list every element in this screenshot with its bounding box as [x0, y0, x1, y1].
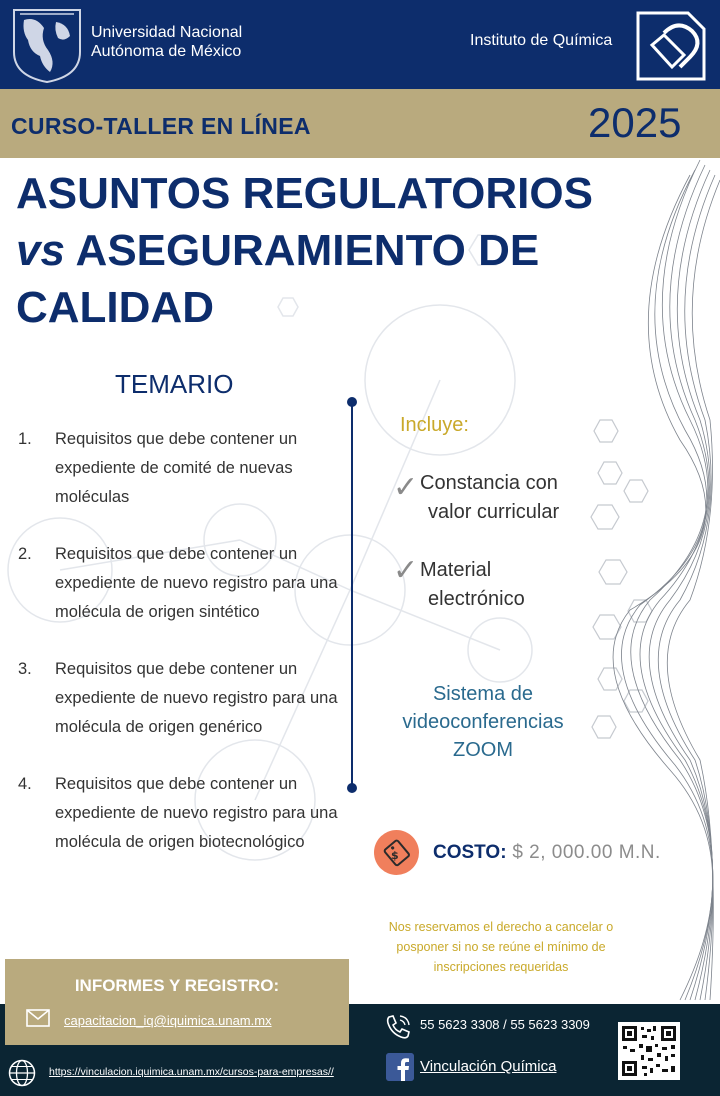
include-item-zoom — [390, 680, 576, 764]
title-line2 — [16, 222, 636, 279]
temario-heading: TEMARIO — [115, 369, 234, 399]
mail-icon — [26, 1009, 50, 1027]
title-vs: vs — [16, 226, 65, 275]
include-item-certificate-line2: valor curricular — [428, 501, 560, 523]
contact-heading: INFORMES Y REGISTRO: — [74, 976, 280, 995]
qr-code[interactable] — [618, 1022, 680, 1080]
course-type-label: CURSO-TALLER EN LÍNEA — [11, 113, 311, 139]
title-line2-rest: ASEGURAMIENTO DE — [64, 226, 540, 275]
title-line1: ASUNTOS REGULATORIOS — [16, 169, 593, 218]
disclaimer-line1: Nos reservamos el derecho a cancelar o — [388, 920, 614, 934]
cancellation-disclaimer — [370, 917, 632, 977]
temario-item-number: 3. — [18, 660, 32, 678]
include-item-zoom-line3: ZOOM — [453, 739, 513, 761]
cost-label: COSTO: — [433, 842, 507, 863]
contact-phones: 55 5623 3308 / 55 5623 3309 — [420, 1017, 590, 1032]
check-icon: ✓ — [393, 470, 419, 505]
include-item-material-line2: electrónico — [428, 588, 525, 610]
facebook-icon — [386, 1053, 414, 1081]
temario-item-number: 2. — [18, 545, 32, 563]
temario-item-text: Requisitos que debe contener un expediente de nuevo registro para una molécula de origen biotecnológico — [55, 775, 338, 851]
university-name-line2: Autónoma de México — [91, 43, 242, 60]
temario-item-text: Requisitos que debe contener un expediente de comité de nuevas moléculas — [55, 430, 298, 506]
title-line3: CALIDAD — [16, 283, 214, 332]
temario-item-number: 1. — [18, 430, 32, 448]
disclaimer-line3: inscripciones requeridas — [433, 960, 569, 974]
temario-item-number: 4. — [18, 775, 32, 793]
website-link[interactable]: https://vinculacion.iquimica.unam.mx/cursos-para-empresas// — [49, 1066, 334, 1078]
header-bar — [0, 0, 720, 89]
include-item-material — [420, 556, 525, 614]
facebook-link[interactable]: Vinculación Química — [420, 1058, 557, 1075]
check-icon: ✓ — [393, 553, 419, 588]
svg-text:$: $ — [391, 849, 399, 862]
vertical-divider — [351, 401, 353, 788]
include-item-zoom-line2: videoconferencias — [402, 711, 564, 733]
instituto-quimica-logo — [630, 5, 712, 85]
temario-item-text: Requisitos que debe contener un expediente de nuevo registro para una molécula de origen sintético — [55, 545, 338, 621]
cost-value: $ 2, 000.00 M.N. — [506, 842, 661, 863]
include-item-certificate — [420, 469, 559, 527]
include-item-zoom-line1: Sistema de — [432, 683, 534, 705]
course-year: 2025 — [588, 99, 682, 146]
temario-item-text: Requisitos que debe contener un expediente de nuevo registro para una molécula de origen genérico — [55, 660, 338, 736]
divider-top-dot — [347, 397, 357, 407]
disclaimer-line2: posponer si no se reúne el mínimo de — [396, 940, 606, 954]
cost-line — [433, 842, 661, 864]
university-name — [91, 23, 242, 61]
include-item-certificate-line1: Constancia con — [420, 472, 558, 494]
phone-icon — [382, 1011, 414, 1043]
includes-heading: Incluye: — [400, 414, 469, 436]
divider-bottom-dot — [347, 783, 357, 793]
globe-icon — [7, 1058, 37, 1088]
university-name-line1: Universidad Nacional — [91, 24, 243, 41]
institute-name: Instituto de Química — [470, 32, 613, 49]
course-title — [16, 165, 636, 336]
price-tag-icon — [374, 830, 419, 875]
contact-email-link[interactable]: capacitacion_iq@iquimica.unam.mx — [64, 1013, 272, 1028]
contact-box — [5, 959, 349, 1045]
include-item-material-line1: Material — [420, 559, 492, 581]
unam-seal-logo — [10, 6, 84, 84]
